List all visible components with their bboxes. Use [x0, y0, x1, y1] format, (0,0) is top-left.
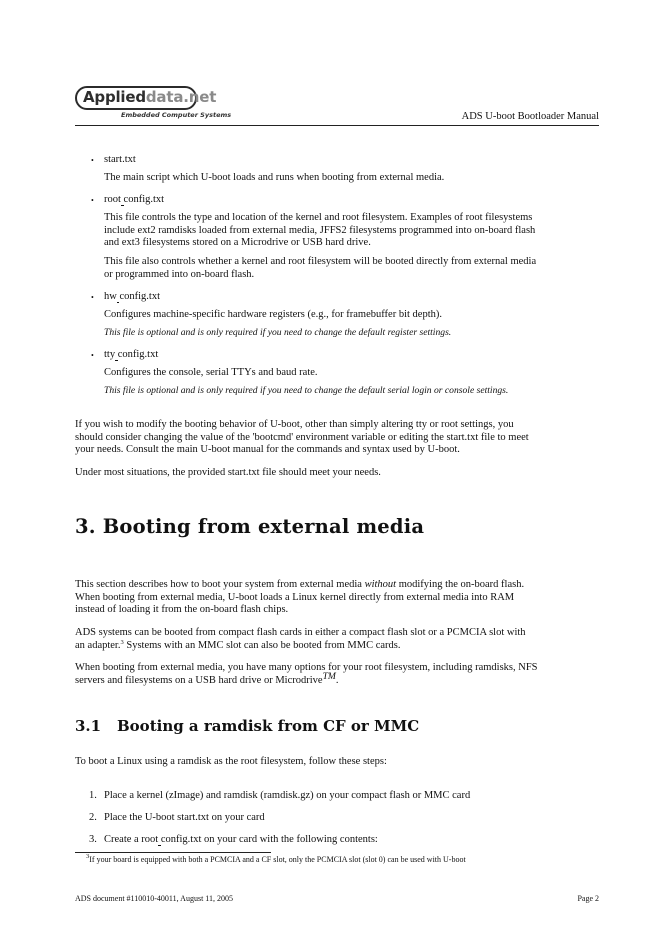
section-paragraph-line: When booting from external media, U-boot loads a Linux kernel directly from external media into RAM	[75, 591, 515, 603]
logo-text-accent: data.net	[145, 88, 217, 106]
step-number: 3.	[89, 834, 97, 845]
section-paragraph-line: When booting from external media, you have many options for your root filesystem, including ramdisks, NFS	[75, 662, 538, 673]
section-paragraph-line: instead of loading it from the on-board flash chips.	[75, 604, 289, 615]
text-run: modifying the on-board flash.	[396, 579, 525, 590]
bullet-desc-root-line: This file also controls whether a kernel and root filesystem will be booted directly from external media	[104, 256, 537, 267]
bullet-desc-root-line: include ext2 ramdisks loaded from external media, JFFS2 filesystems programmed into on-board flash	[104, 224, 536, 236]
footnote-text: If your board is equipped with both a PCMCIA and a CF slot, only the PCMCIA slot (slot 0) can be used with U-boot	[89, 855, 466, 864]
bullet-note-hw: This file is optional and is only required if you need to change the default register settings.	[104, 327, 452, 338]
logo-tagline: Embedded Computer Systems	[121, 111, 232, 119]
bullet-desc-root-line: and ext3 filesystems stored on a Microdrive or USB hard drive.	[104, 237, 371, 248]
footnote-reference: 3	[120, 639, 124, 646]
bullet-desc-hw: Configures machine-specific hardware registers (e.g., for framebuffer bit depth).	[104, 309, 442, 320]
text-run: Create a root	[104, 834, 159, 845]
text-run: an adapter.	[75, 640, 121, 651]
subsection-intro: To boot a Linux using a ramdisk as the root filesystem, follow these steps:	[75, 756, 387, 767]
bullet-desc-root-line: This file controls the type and location of the kernel and root filesystem. Examples of root filesystems	[104, 212, 533, 223]
step-number: 1.	[89, 790, 97, 801]
bullet-icon: •	[91, 156, 94, 165]
header-title: ADS U-boot Bootloader Manual	[461, 111, 599, 122]
filename-part: config.txt	[123, 194, 165, 205]
text-run: .	[335, 675, 339, 686]
section-heading: 3. Booting from external media	[75, 515, 425, 538]
footnote-mark: 3	[86, 853, 90, 860]
subsection-heading	[75, 717, 419, 735]
body-paragraph-line: If you wish to modify the booting behavior of U-boot, other than simply altering tty or root settings, you	[75, 419, 514, 430]
bullet-title-start: start.txt	[104, 154, 136, 165]
bullet-icon: •	[91, 351, 94, 360]
filename-part: root	[104, 194, 121, 205]
step-text: Place the U-boot start.txt on your card	[104, 812, 265, 823]
step-number: 2.	[89, 812, 97, 823]
body-paragraph-line: your needs. Consult the main U-boot manual for the commands and syntax used by U-boot.	[75, 444, 460, 455]
logo-wordmark	[83, 88, 216, 106]
trademark-mark: TM	[322, 671, 336, 682]
footnote-rule	[75, 852, 271, 853]
step-text	[104, 834, 378, 847]
section-paragraph-line	[75, 579, 524, 592]
body-paragraph-line: should consider changing the value of the 'bootcmd' environment variable or editing the start.txt file to meet	[75, 431, 529, 443]
body-paragraph: Under most situations, the provided start.txt file should meet your needs.	[75, 467, 381, 478]
filename-part: config.txt	[117, 349, 159, 360]
filename-part: config.txt	[119, 291, 161, 302]
subsection-title: Booting a ramdisk from CF or MMC	[117, 717, 420, 735]
emphasis-text: without	[364, 579, 397, 590]
bullet-desc-root-line: or programmed into on-board flash.	[104, 268, 255, 280]
bullet-icon: •	[91, 293, 94, 302]
step-text: Place a kernel (zImage) and ramdisk (ramdisk.gz) on your compact flash or MMC card	[104, 790, 471, 801]
applieddata-logo	[75, 86, 232, 122]
section-paragraph-line: ADS systems can be booted from compact flash cards in either a compact flash slot or a PCMCIA slot with	[75, 627, 526, 638]
bullet-icon: •	[91, 196, 94, 205]
footer-document-id: ADS document #110010-40011, August 11, 2005	[75, 894, 233, 903]
bullet-desc-tty: Configures the console, serial TTYs and baud rate.	[104, 367, 318, 378]
bullet-title-tty-config	[104, 349, 158, 362]
text-run: servers and filesystems on a USB hard drive or Microdrive	[75, 675, 323, 686]
subsection-number: 3.1	[75, 717, 102, 735]
header-rule	[75, 125, 599, 126]
bullet-title-hw-config	[104, 291, 160, 304]
bullet-title-root-config	[104, 194, 164, 207]
text-run: config.txt on your card with the following contents:	[160, 834, 378, 845]
text-run: This section describes how to boot your system from external media	[75, 579, 365, 590]
bullet-desc-start: The main script which U-boot loads and runs when booting from external media.	[104, 172, 445, 183]
section-paragraph-line	[75, 640, 401, 653]
footer-page-number: Page 2	[577, 894, 599, 903]
footnote	[86, 855, 466, 865]
logo-text-main: Applied	[83, 88, 146, 106]
filename-part: hw	[104, 291, 117, 302]
section-paragraph-line	[75, 671, 339, 688]
bullet-note-tty: This file is optional and is only required if you need to change the default serial login or console settings.	[104, 385, 509, 396]
text-run: Systems with an MMC slot can also be booted from MMC cards.	[123, 640, 401, 651]
filename-part: tty	[104, 349, 116, 360]
